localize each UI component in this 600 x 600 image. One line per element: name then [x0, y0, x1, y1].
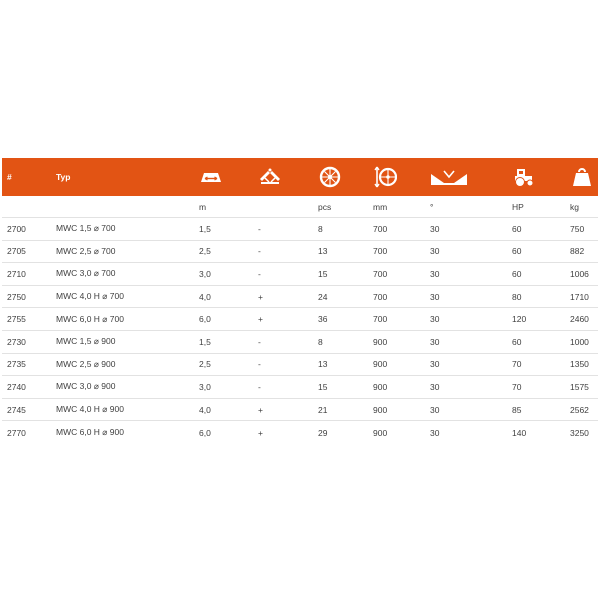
- cell-type: MWC 2,5 ⌀ 700: [56, 245, 116, 256]
- cell-frame-width: 1,5: [199, 336, 211, 347]
- units-row: [2, 196, 598, 218]
- cell-disc-diameter: 900: [373, 336, 388, 347]
- disc-icon: [318, 165, 342, 189]
- cell-frame-width: 6,0: [199, 427, 211, 438]
- cell-power: 70: [512, 359, 522, 370]
- cell-disc-angle: 30: [430, 427, 440, 438]
- cell-folding: +: [258, 314, 263, 325]
- tractor-icon: [512, 165, 536, 189]
- cell-disc-count: 24: [318, 291, 328, 302]
- cell-folding: +: [258, 427, 263, 438]
- table-row: [2, 286, 598, 309]
- cell-type: MWC 4,0 H ⌀ 900: [56, 404, 124, 415]
- table-row: [2, 376, 598, 399]
- header-type: Typ: [56, 172, 71, 182]
- weight-icon: [570, 165, 594, 189]
- cell-frame-width: 6,0: [199, 314, 211, 325]
- cell-disc-angle: 30: [430, 336, 440, 347]
- cell-disc-angle: 30: [430, 246, 440, 257]
- cell-power: 60: [512, 223, 522, 234]
- cell-power: 140: [512, 427, 527, 438]
- cell-weight: 1350: [570, 359, 589, 370]
- cell-number: 2745: [7, 404, 26, 415]
- cell-frame-width: 4,0: [199, 404, 211, 415]
- cell-disc-diameter: 900: [373, 404, 388, 415]
- cell-weight: 1006: [570, 268, 589, 279]
- cell-type: MWC 6,0 H ⌀ 700: [56, 313, 124, 324]
- cell-frame-width: 4,0: [199, 291, 211, 302]
- cell-power: 85: [512, 404, 522, 415]
- cell-power: 60: [512, 268, 522, 279]
- unit-disc-count: pcs: [318, 201, 332, 212]
- cell-type: MWC 1,5 ⌀ 700: [56, 223, 116, 234]
- cell-disc-count: 13: [318, 359, 328, 370]
- cell-disc-diameter: 700: [373, 268, 388, 279]
- cell-weight: 1575: [570, 381, 589, 392]
- unit-disc-diameter: mm: [373, 201, 388, 212]
- unit-power: HP: [512, 201, 524, 212]
- cell-type: MWC 2,5 ⌀ 900: [56, 358, 116, 369]
- cell-number: 2740: [7, 381, 26, 392]
- cell-number: 2705: [7, 246, 26, 257]
- cell-folding: -: [258, 336, 261, 347]
- cell-number: 2710: [7, 268, 26, 279]
- cell-frame-width: 1,5: [199, 223, 211, 234]
- cell-folding: -: [258, 268, 261, 279]
- cell-disc-angle: 30: [430, 381, 440, 392]
- table-row: [2, 331, 598, 354]
- cell-disc-count: 13: [318, 246, 328, 257]
- cell-frame-width: 2,5: [199, 359, 211, 370]
- header-number: #: [7, 172, 12, 182]
- cell-number: 2770: [7, 427, 26, 438]
- cell-disc-count: 8: [318, 336, 323, 347]
- cell-disc-angle: 30: [430, 223, 440, 234]
- folding-frame-icon: [258, 165, 282, 189]
- cell-folding: -: [258, 246, 261, 257]
- cell-number: 2750: [7, 291, 26, 302]
- cell-folding: +: [258, 291, 263, 302]
- frame-width-icon: [199, 165, 223, 189]
- cell-disc-count: 15: [318, 381, 328, 392]
- cell-disc-diameter: 700: [373, 291, 388, 302]
- cell-disc-diameter: 900: [373, 381, 388, 392]
- cell-disc-diameter: 700: [373, 314, 388, 325]
- cell-number: 2755: [7, 314, 26, 325]
- cell-frame-width: 3,0: [199, 268, 211, 279]
- cell-frame-width: 3,0: [199, 381, 211, 392]
- cell-weight: 2562: [570, 404, 589, 415]
- cell-disc-angle: 30: [430, 359, 440, 370]
- table-row: [2, 399, 598, 422]
- table-row: [2, 421, 598, 444]
- cell-number: 2730: [7, 336, 26, 347]
- table-row: [2, 308, 598, 331]
- cell-disc-diameter: 700: [373, 246, 388, 257]
- cell-disc-count: 21: [318, 404, 328, 415]
- cell-folding: -: [258, 223, 261, 234]
- cell-weight: 2460: [570, 314, 589, 325]
- cell-weight: 882: [570, 246, 585, 257]
- cell-power: 80: [512, 291, 522, 302]
- cell-disc-count: 29: [318, 427, 328, 438]
- cell-disc-diameter: 900: [373, 359, 388, 370]
- cell-power: 60: [512, 336, 522, 347]
- cell-weight: 1000: [570, 336, 589, 347]
- table-row: [2, 354, 598, 377]
- cell-power: 70: [512, 381, 522, 392]
- cell-type: MWC 3,0 ⌀ 900: [56, 381, 116, 392]
- table-body: [2, 218, 598, 444]
- cell-disc-angle: 30: [430, 291, 440, 302]
- cell-weight: 1710: [570, 291, 589, 302]
- cell-type: MWC 1,5 ⌀ 900: [56, 336, 116, 347]
- cell-disc-angle: 30: [430, 314, 440, 325]
- table-row: [2, 241, 598, 264]
- cell-disc-diameter: 700: [373, 223, 388, 234]
- unit-weight: kg: [570, 201, 579, 212]
- cell-folding: +: [258, 404, 263, 415]
- table-header: [2, 158, 598, 196]
- disc-diameter-icon: [373, 165, 397, 189]
- cell-disc-count: 36: [318, 314, 328, 325]
- cell-number: 2700: [7, 223, 26, 234]
- table-row: [2, 263, 598, 286]
- cell-type: MWC 3,0 ⌀ 700: [56, 268, 116, 279]
- cell-type: MWC 6,0 H ⌀ 900: [56, 427, 124, 438]
- cell-disc-angle: 30: [430, 268, 440, 279]
- cell-weight: 750: [570, 223, 585, 234]
- cell-type: MWC 4,0 H ⌀ 700: [56, 291, 124, 302]
- unit-frame-width: m: [199, 201, 207, 212]
- cell-folding: -: [258, 359, 261, 370]
- cell-disc-angle: 30: [430, 404, 440, 415]
- cell-disc-diameter: 900: [373, 427, 388, 438]
- cell-weight: 3250: [570, 427, 589, 438]
- cell-number: 2735: [7, 359, 26, 370]
- cell-disc-count: 8: [318, 223, 323, 234]
- disc-angle-icon: [430, 165, 468, 189]
- cell-power: 120: [512, 314, 527, 325]
- table-row: [2, 218, 598, 241]
- cell-power: 60: [512, 246, 522, 257]
- cell-folding: -: [258, 381, 261, 392]
- cell-disc-count: 15: [318, 268, 328, 279]
- unit-disc-angle: °: [430, 201, 434, 212]
- cell-frame-width: 2,5: [199, 246, 211, 257]
- spec-table: [2, 158, 598, 444]
